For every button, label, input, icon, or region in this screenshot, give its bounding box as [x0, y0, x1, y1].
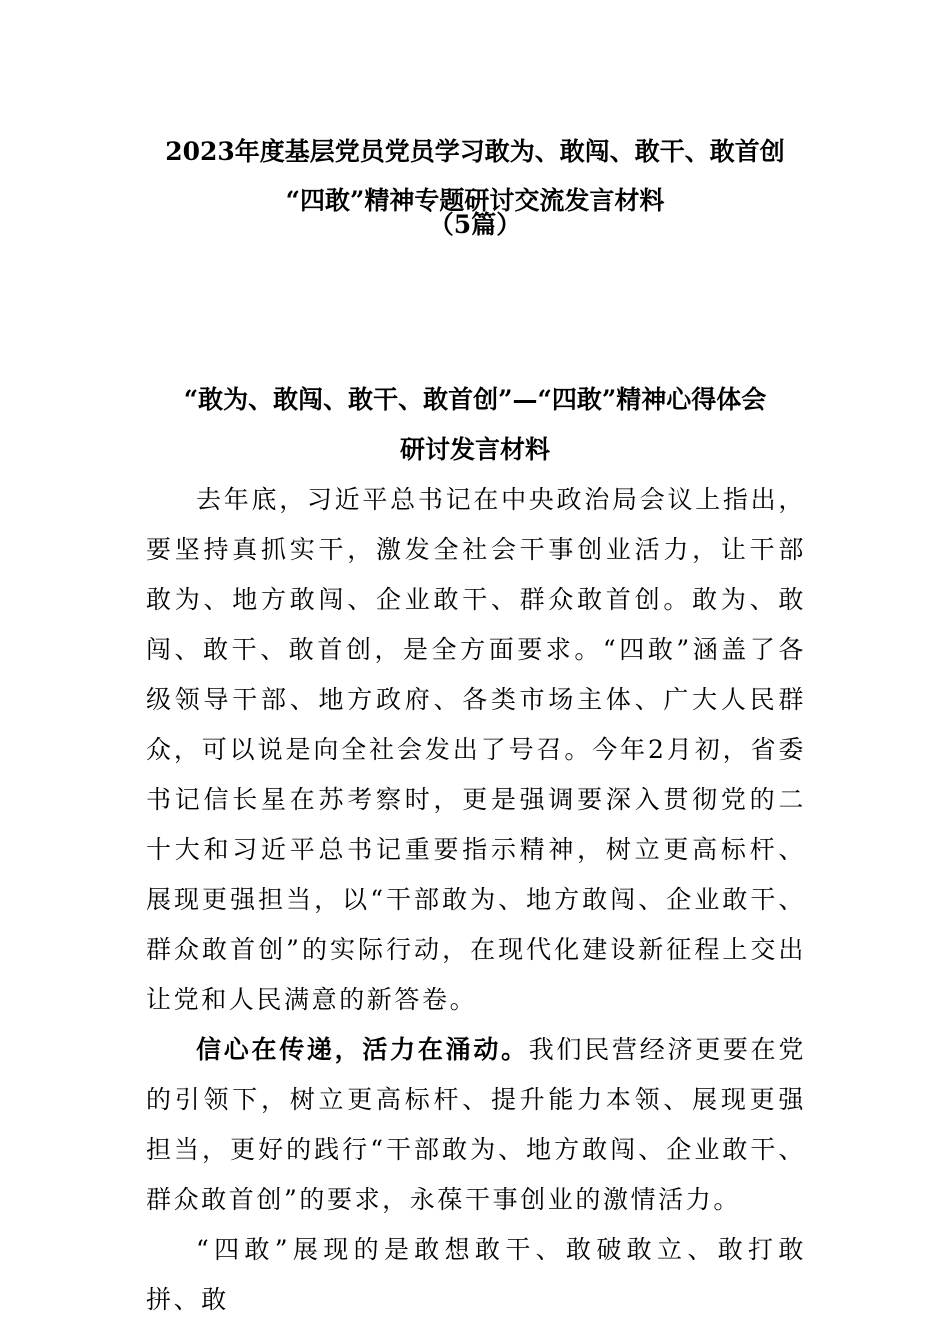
document-title-line-1: 2023年度基层党员党员学习敢为、敢闯、敢干、敢首创 [165, 137, 785, 166]
paragraph-text: “四敢”展现的是敢想敢干、敢破敢立、敢打敢拼、敢 [146, 1235, 806, 1314]
section-title-line-1: “敢为、敢闯、敢干、敢首创”—“四敢”精神心得体会 [183, 385, 767, 414]
paragraph-text: 去年底，习近平总书记在中央政治局会议上指出，要坚持真抓实干，激发全社会干事创业活力，让干部敢为、地方敢闯、企业敢干、群众敢首创。敢为、敢闯、敢干、敢首创，是全方面要求。“四敢”涵盖了各级领导干部、地方政府、各类市场主体、广大人民群众，可以说是向全社会发出了号召。今年2月初，省委书记信长星在苏考察时，更是强调要深入贯彻党的二十大和习近平总书记重要指示精神，树立更高标杆、展现更强担当，以“干部敢为、地方敢闯、企业敢干、群众敢首创”的实际行动，在现代化建设新征程上交出让党和人民满意的新答卷。 [146, 485, 806, 1014]
paragraph [146, 1225, 806, 1325]
paragraph-lead: 信心在传递，活力在涌动。 [196, 1035, 529, 1064]
paragraph [146, 475, 806, 1025]
paragraph-text: 我们民营经济更要在党的引领下，树立更高标杆、提升能力本领、展现更强担当，更好的践行“干部敢为、地方敢闯、企业敢干、群众敢首创”的要求，永葆干事创业的激情活力。 [146, 1035, 806, 1214]
section-title-line-2: 研讨发言材料 [399, 435, 550, 464]
paragraph [146, 1025, 806, 1225]
document-title-line-3: （5篇） [428, 210, 522, 239]
body-text [146, 475, 806, 1325]
document-title-line-2: “四敢”精神专题研讨交流发言材料 [285, 186, 665, 215]
